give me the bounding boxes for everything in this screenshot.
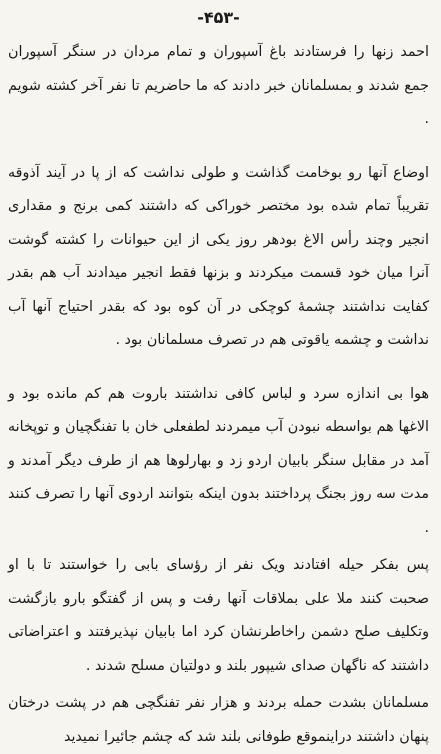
paragraph-2: اوضاع آنها رو بوخامت گذاشت و طولی نداشت که از پا در آیند آذوقه تقریباً تمام شده بود مختصر خوراکی که داشتند کمی برنج و مقداری انجیر وچند رأس الاغ بودهر روز یکی از این حیوانات را کشته گوشت آنرا میان خود قسمت میکردند و بزنها فقط انجیر میدادند آب هم بقدر کفایت نداشتند چشمهٔ کوچکی در آن کوه بود که بقدر احتیاج آنها آب نداشت و چشمه یاقوتی هم در تصرف مسلمانان بود .	[8, 164, 429, 348]
paragraph-1: احمد زنها را فرستادند باغ آسپوران و تمام مردان در سنگر آسپوران جمع شدند و بمسلمانان خبر دادند که ما حاضریم تا نفر آخر کشته شویم .	[8, 44, 429, 127]
paragraph-3: هوا بی اندازه سرد و لباس کافی نداشتند باروت هم کم مانده بود و الاغها هم بواسطه نبودن آب میمردند لطفعلی خان با تفنگچیان و توپخانه آمد در مقابل سنگر بابیان اردو زد و بهارلوها هم از طرف دیگر آمدند و مدت سه روز بجنگ پرداختند بدون اینکه بتوانند اردوی آنها را تصرف کنند .	[8, 385, 429, 536]
page-number: -۴۵۳-	[197, 8, 240, 27]
paragraph-gap	[8, 137, 429, 157]
paragraph-4: پس بفکر حیله افتادند ویک نفر از رؤسای بابی را خواستند تا با او صحبت کنند ملا علی بملاقات آنها رفت و پس از گفتگو بارو بازگشت وتکلیف صلح دشمن راخاطرنشان کرد اما بابیان نپذیرفتند و اعتراضاتی داشتند که ناگهان صدای شیپور بلند و دولتیان مسلح شدند .	[8, 557, 429, 674]
paragraph-gap	[8, 358, 429, 378]
paragraph-5: مسلمانان بشدت حمله بردند و هزار نفر تفنگچی هم در پشت درختان پنهان داشتند دراینموقع طوفانی بلند شد که چشم جائیرا نمیدید	[8, 695, 429, 745]
